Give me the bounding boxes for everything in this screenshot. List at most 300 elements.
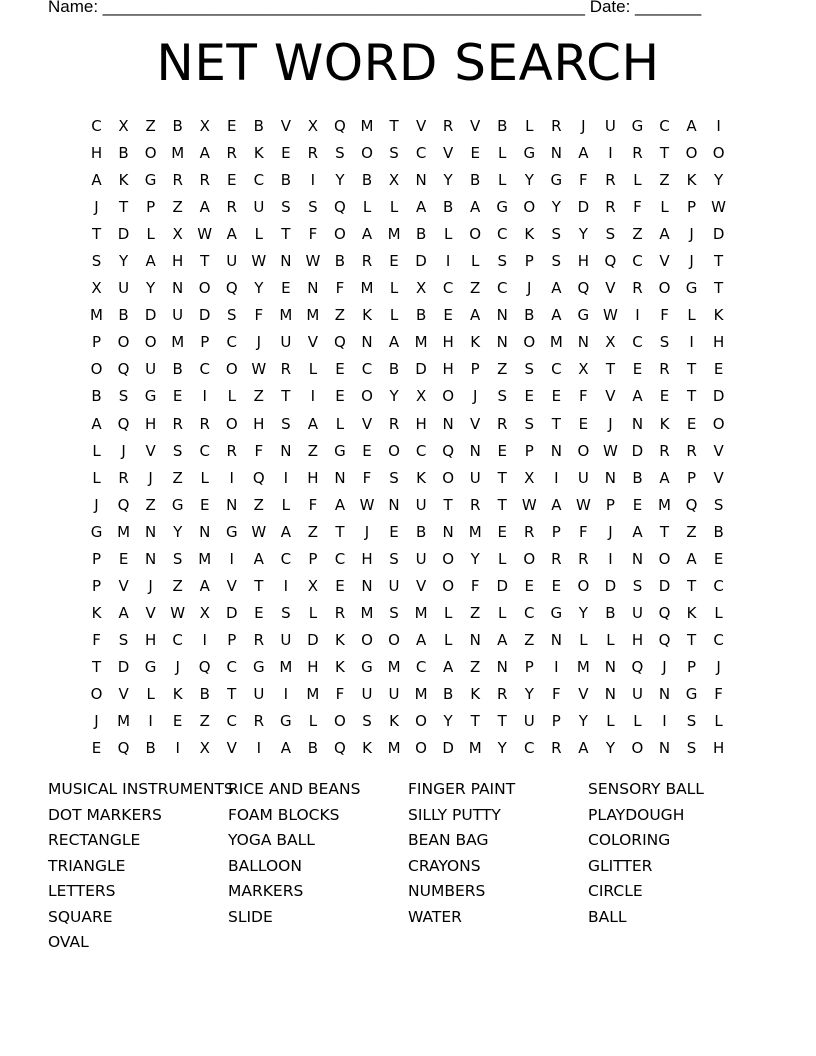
grid-letter: Y — [551, 198, 561, 217]
grid-letter: O — [361, 387, 373, 406]
grid-letter: U — [415, 495, 427, 514]
grid-letter: L — [362, 198, 372, 217]
grid-letter: D — [577, 198, 590, 217]
grid-letter: D — [117, 225, 130, 244]
grid-letter: N — [604, 657, 617, 676]
grid-letter: J — [364, 522, 370, 541]
grid-letter: U — [280, 630, 292, 649]
grid-letter: N — [307, 279, 319, 298]
grid-letter: L — [308, 712, 318, 731]
grid-letter: A — [361, 225, 373, 244]
grid-letter: Q — [225, 279, 238, 298]
grid-letter: Z — [253, 495, 264, 514]
grid-letter: Y — [118, 252, 129, 271]
grid-letter: H — [253, 414, 265, 433]
grid-letter: E — [172, 712, 183, 731]
grid-letter: F — [633, 198, 642, 217]
grid-letter: P — [524, 441, 534, 460]
grid-letter: Z — [145, 495, 156, 514]
grid-letter: L — [146, 225, 155, 244]
grid-letter: K — [335, 657, 345, 676]
grid-letter: L — [92, 468, 101, 487]
grid-letter: E — [497, 441, 507, 460]
grid-letter: T — [551, 414, 561, 433]
grid-letter: R — [551, 117, 562, 136]
grid-letter: R — [659, 360, 670, 379]
grid-letter: O — [225, 414, 238, 433]
grid-letter: D — [225, 603, 238, 622]
grid-letter: X — [307, 576, 319, 595]
grid-letter: M — [576, 657, 590, 676]
grid-letter: R — [469, 495, 481, 514]
grid-letter: Q — [577, 279, 590, 298]
grid-letter: R — [551, 739, 562, 758]
grid-letter: Q — [604, 252, 617, 271]
grid-letter: T — [714, 279, 724, 298]
word-list-item: WATER — [408, 907, 462, 926]
grid-letter: P — [92, 549, 102, 568]
grid-letter: L — [308, 603, 318, 622]
grid-letter: F — [660, 306, 669, 325]
grid-letter: X — [415, 387, 427, 406]
grid-letter: G — [685, 279, 698, 298]
grid-letter: Q — [334, 739, 346, 758]
grid-letter: E — [389, 252, 399, 271]
grid-letter: A — [199, 144, 210, 163]
grid-letter: I — [554, 657, 559, 676]
grid-letter: Y — [578, 603, 588, 622]
grid-letter: X — [524, 468, 535, 487]
grid-letter: X — [91, 279, 102, 298]
grid-letter: O — [415, 712, 427, 731]
grid-letter: U — [631, 603, 643, 622]
grid-letter: S — [524, 414, 535, 433]
grid-letter: D — [496, 576, 508, 595]
grid-letter: W — [197, 225, 213, 244]
grid-letter: O — [361, 630, 373, 649]
grid-letter: L — [579, 630, 588, 649]
grid-letter: N — [334, 468, 346, 487]
grid-letter: U — [388, 576, 400, 595]
grid-letter: J — [689, 225, 694, 244]
grid-letter: R — [605, 198, 616, 217]
grid-letter: E — [335, 387, 345, 406]
grid-letter: O — [469, 225, 482, 244]
grid-letter: O — [442, 576, 455, 595]
grid-letter: H — [577, 252, 589, 271]
grid-letter: R — [605, 171, 616, 190]
grid-letter: E — [91, 739, 102, 758]
grid-letter: N — [496, 333, 508, 352]
grid-letter: A — [686, 549, 697, 568]
grid-letter: I — [310, 387, 316, 406]
grid-letter: A — [578, 739, 589, 758]
grid-letter: H — [90, 144, 103, 163]
grid-letter: K — [172, 685, 183, 703]
grid-letter: Q — [334, 117, 346, 136]
grid-letter: C — [253, 171, 265, 190]
grid-letter: I — [148, 712, 153, 731]
grid-letter: J — [581, 117, 586, 136]
grid-letter: L — [443, 630, 453, 649]
grid-letter: N — [361, 333, 373, 352]
grid-letter: G — [685, 685, 698, 703]
grid-letter: S — [389, 468, 399, 487]
grid-letter: Z — [253, 387, 264, 406]
grid-letter: W — [521, 495, 537, 514]
grid-letter: L — [200, 468, 209, 487]
grid-letter: U — [253, 198, 265, 217]
grid-letter: H — [144, 630, 157, 649]
grid-letter: J — [175, 657, 180, 676]
grid-letter: Q — [117, 739, 130, 758]
grid-letter: H — [144, 414, 157, 433]
grid-letter: R — [659, 441, 670, 460]
grid-letter: A — [443, 657, 454, 676]
grid-letter: N — [496, 657, 508, 676]
grid-letter: E — [118, 549, 129, 568]
grid-letter: E — [686, 414, 697, 433]
grid-letter: C — [415, 657, 427, 676]
grid-letter: R — [632, 279, 643, 298]
grid-letter: N — [361, 576, 373, 595]
grid-letter: T — [91, 225, 102, 244]
grid-letter: E — [578, 414, 589, 433]
grid-letter: E — [281, 279, 291, 298]
grid-letter: S — [524, 360, 535, 379]
grid-letter: A — [415, 198, 427, 217]
grid-letter: D — [198, 306, 211, 325]
grid-letter: Z — [199, 712, 210, 731]
grid-letter: Y — [254, 279, 264, 298]
grid-letter: J — [148, 468, 153, 487]
grid-letter: R — [524, 522, 535, 541]
grid-letter: Y — [443, 171, 453, 190]
grid-letter: V — [361, 414, 373, 433]
grid-letter: N — [550, 144, 562, 163]
grid-letter: K — [389, 712, 399, 731]
grid-letter: N — [577, 333, 589, 352]
grid-letter: I — [283, 685, 289, 703]
grid-letter: G — [280, 712, 292, 731]
grid-letter: B — [713, 522, 724, 541]
word-list-item: RICE AND BEANS — [228, 780, 361, 798]
grid-letter: K — [524, 225, 535, 244]
grid-letter: B — [632, 468, 643, 487]
grid-letter: A — [686, 117, 697, 136]
word-list-item: OVAL — [48, 933, 89, 951]
word-list-item: NUMBERS — [408, 882, 486, 900]
grid-letter: C — [524, 603, 535, 622]
grid-letter: A — [551, 495, 562, 514]
grid-letter: E — [524, 576, 535, 595]
grid-letter: M — [414, 333, 428, 352]
grid-letter: N — [442, 414, 454, 433]
grid-letter: O — [144, 144, 157, 163]
grid-letter: D — [442, 739, 454, 758]
grid-letter: M — [117, 712, 131, 731]
grid-letter: K — [362, 306, 372, 325]
grid-letter: W — [602, 306, 618, 325]
grid-letter: T — [686, 387, 697, 406]
word-list-item: LETTERS — [48, 882, 116, 900]
grid-letter: F — [308, 495, 318, 514]
grid-letter: V — [578, 685, 589, 703]
grid-letter: T — [686, 630, 697, 649]
grid-letter: U — [172, 306, 184, 325]
grid-letter: Z — [334, 306, 346, 325]
grid-letter: J — [256, 333, 262, 352]
grid-letter: O — [334, 712, 346, 731]
grid-letter: L — [227, 387, 236, 406]
grid-letter: S — [118, 630, 129, 649]
grid-letter: G — [144, 657, 157, 676]
grid-letter: S — [118, 387, 129, 406]
grid-letter: N — [631, 414, 644, 433]
grid-letter: B — [442, 198, 454, 217]
grid-letter: K — [91, 603, 102, 622]
grid-letter: O — [631, 739, 644, 758]
grid-letter: Z — [632, 225, 643, 244]
grid-letter: A — [91, 414, 102, 433]
grid-letter: L — [389, 279, 399, 298]
grid-letter: D — [631, 441, 644, 460]
grid-letter: S — [551, 225, 562, 244]
grid-letter: A — [551, 279, 562, 298]
grid-letter: G — [225, 522, 238, 541]
word-list-item: CRAYONS — [408, 856, 481, 875]
word-list-item: FOAM BLOCKS — [228, 805, 340, 824]
grid-letter: S — [686, 712, 697, 731]
grid-letter: B — [172, 360, 183, 379]
grid-letter: N — [145, 522, 157, 541]
grid-letter: G — [171, 495, 184, 514]
grid-letter: T — [686, 576, 697, 595]
grid-letter: M — [117, 522, 131, 541]
grid-letter: E — [497, 522, 507, 541]
grid-letter: L — [498, 549, 507, 568]
grid-letter: A — [145, 252, 156, 271]
grid-letter: B — [524, 306, 535, 325]
grid-letter: F — [579, 387, 588, 406]
grid-letter: O — [658, 279, 671, 298]
grid-letter: L — [443, 603, 453, 622]
grid-letter: K — [470, 685, 481, 703]
grid-letter: H — [172, 252, 184, 271]
grid-letter: E — [199, 495, 210, 514]
grid-letter: U — [145, 360, 157, 379]
grid-letter: N — [631, 549, 644, 568]
grid-letter: M — [658, 495, 671, 514]
grid-letter: T — [200, 252, 210, 271]
grid-letter: W — [251, 360, 267, 379]
grid-letter: P — [524, 252, 534, 271]
grid-letter: O — [685, 144, 698, 163]
grid-letter: V — [415, 117, 427, 136]
word-list-item: FINGER PAINT — [408, 780, 516, 798]
grid-letter: A — [497, 630, 508, 649]
grid-letter: I — [175, 739, 180, 758]
grid-letter: T — [389, 117, 399, 136]
grid-letter: M — [171, 144, 185, 163]
grid-letter: E — [254, 603, 264, 622]
grid-letter: F — [714, 685, 723, 703]
word-list-item: GLITTER — [588, 856, 653, 875]
grid-letter: A — [388, 333, 400, 352]
grid-letter: H — [442, 360, 454, 379]
grid-letter: N — [658, 685, 671, 703]
grid-letter: Y — [714, 171, 724, 190]
grid-letter: H — [361, 549, 373, 568]
grid-letter: B — [442, 685, 454, 703]
grid-letter: U — [253, 685, 265, 703]
grid-letter: J — [662, 657, 667, 676]
grid-letter: Q — [117, 360, 130, 379]
grid-letter: E — [172, 387, 183, 406]
grid-letter: G — [144, 387, 157, 406]
grid-letter: N — [145, 549, 157, 568]
grid-letter: U — [361, 685, 373, 703]
word-list-item: BEAN BAG — [408, 831, 489, 849]
grid-letter: S — [281, 603, 291, 622]
grid-letter: A — [199, 576, 210, 595]
grid-letter: S — [551, 252, 562, 271]
grid-letter: B — [118, 306, 129, 325]
grid-letter: B — [199, 685, 210, 703]
grid-letter: U — [415, 549, 427, 568]
grid-letter: I — [229, 549, 234, 568]
grid-letter: R — [280, 360, 292, 379]
name-date-line: Name: ___________________________________________________ Date: _______ — [48, 0, 702, 16]
grid-letter: O — [577, 576, 590, 595]
grid-letter: R — [253, 712, 265, 731]
grid-letter: G — [550, 171, 563, 190]
grid-letter: X — [172, 225, 183, 244]
grid-letter: X — [307, 117, 319, 136]
grid-letter: P — [687, 657, 697, 676]
grid-letter: I — [635, 306, 640, 325]
grid-letter: L — [714, 712, 723, 731]
grid-letter: S — [335, 144, 345, 163]
grid-letter: Y — [470, 549, 480, 568]
grid-letter: D — [415, 252, 427, 271]
grid-letter: A — [118, 603, 129, 622]
grid-letter: Y — [173, 522, 183, 541]
grid-letter: C — [524, 739, 535, 758]
grid-letter: T — [714, 252, 724, 271]
word-list-item: YOGA BALL — [228, 831, 315, 849]
grid-letter: R — [497, 414, 508, 433]
grid-letter: P — [551, 522, 561, 541]
grid-letter: E — [335, 360, 345, 379]
grid-letter: E — [524, 387, 535, 406]
grid-letter: C — [551, 360, 562, 379]
grid-letter: C — [226, 657, 237, 676]
grid-letter: R — [632, 144, 643, 163]
grid-letter: A — [199, 198, 210, 217]
grid-letter: F — [335, 279, 345, 298]
grid-letter: J — [716, 657, 721, 676]
grid-letter: W — [359, 495, 375, 514]
grid-letter: E — [659, 387, 670, 406]
grid-letter: U — [523, 712, 535, 731]
word-list-item: TRIANGLE — [48, 856, 126, 875]
grid-letter: U — [469, 468, 481, 487]
grid-letter: N — [469, 630, 481, 649]
grid-letter: O — [712, 144, 725, 163]
grid-letter: M — [306, 306, 320, 325]
grid-letter: V — [145, 441, 156, 460]
grid-letter: R — [551, 549, 562, 568]
grid-letter: C — [442, 279, 454, 298]
grid-letter: U — [280, 333, 292, 352]
grid-letter: A — [551, 306, 562, 325]
grid-letter: G — [523, 144, 536, 163]
grid-letter: K — [335, 630, 345, 649]
grid-letter: Y — [146, 279, 156, 298]
grid-letter: E — [227, 171, 237, 190]
grid-letter: U — [577, 468, 589, 487]
grid-letter: D — [415, 360, 427, 379]
grid-letter: C — [415, 144, 427, 163]
grid-letter: O — [523, 549, 536, 568]
grid-letter: Z — [524, 630, 535, 649]
grid-letter: J — [94, 712, 99, 731]
grid-letter: S — [605, 225, 616, 244]
grid-letter: N — [280, 252, 292, 271]
grid-letter: Z — [497, 360, 508, 379]
grid-letter: Q — [252, 468, 265, 487]
grid-letter: H — [415, 414, 427, 433]
grid-letter: S — [686, 739, 697, 758]
grid-letter: B — [118, 144, 129, 163]
grid-letter: U — [604, 117, 616, 136]
grid-letter: N — [469, 441, 481, 460]
grid-letter: Z — [307, 441, 319, 460]
grid-letter: U — [631, 685, 643, 703]
grid-letter: S — [308, 198, 318, 217]
grid-letter: J — [121, 441, 126, 460]
grid-letter: S — [172, 441, 183, 460]
grid-letter: I — [445, 252, 451, 271]
grid-letter: D — [712, 225, 725, 244]
grid-letter: X — [388, 171, 400, 190]
grid-letter: P — [524, 657, 534, 676]
grid-letter: A — [415, 630, 427, 649]
grid-letter: Q — [658, 630, 671, 649]
grid-letter: V — [145, 603, 156, 622]
grid-letter: M — [360, 279, 374, 298]
grid-letter: D — [604, 576, 617, 595]
grid-letter: M — [90, 306, 103, 325]
grid-letter: R — [361, 252, 373, 271]
grid-letter: S — [659, 333, 670, 352]
grid-letter: Y — [335, 171, 345, 190]
grid-letter: P — [92, 576, 102, 595]
grid-letter: S — [632, 576, 643, 595]
grid-letter: N — [280, 441, 292, 460]
grid-letter: Z — [470, 603, 481, 622]
grid-letter: V — [307, 333, 319, 352]
grid-letter: B — [280, 171, 291, 190]
grid-letter: B — [415, 306, 427, 325]
grid-letter: A — [91, 171, 102, 190]
grid-letter: B — [334, 252, 346, 271]
grid-letter: P — [308, 549, 318, 568]
grid-letter: I — [256, 739, 262, 758]
grid-letter: M — [360, 117, 374, 136]
grid-letter: S — [389, 603, 399, 622]
